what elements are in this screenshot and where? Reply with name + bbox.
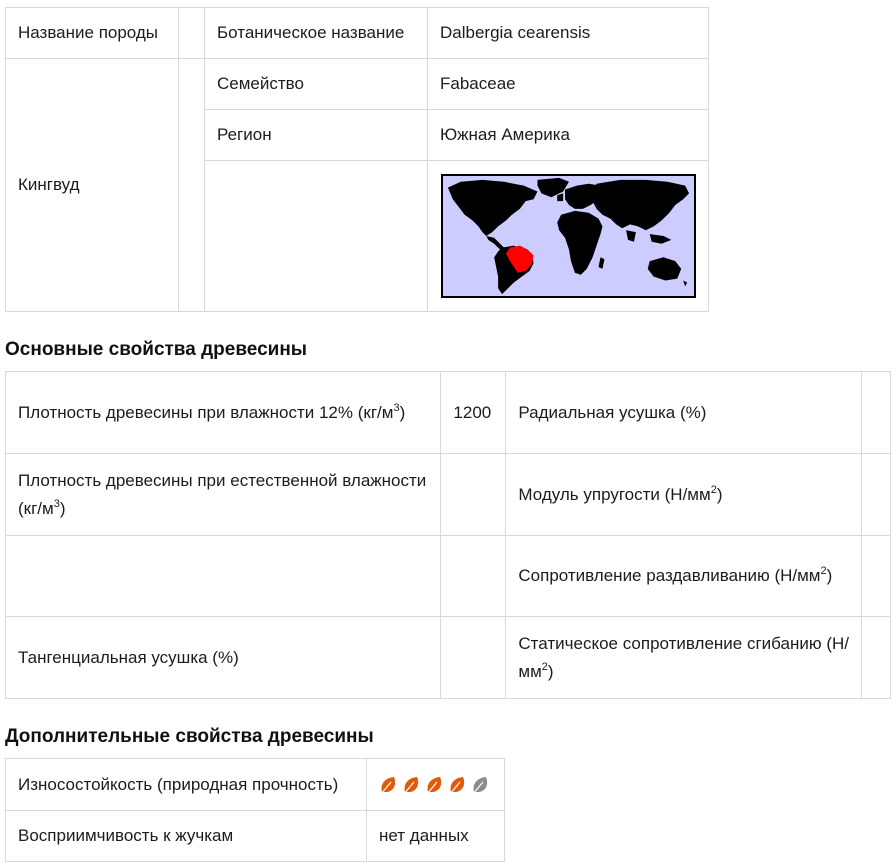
empty-cell: [205, 161, 428, 312]
bending-resistance-value: [861, 617, 890, 699]
tangential-shrinkage-label: Тангенциальная усушка (%): [6, 617, 441, 699]
empty-cell: [6, 536, 441, 617]
empty-cell: [441, 536, 506, 617]
family-value: Fabaceae: [428, 59, 709, 110]
radial-shrinkage-value: [861, 372, 890, 454]
region-map-cell: [428, 161, 709, 312]
extra-properties-heading: Дополнительные свойства древесины: [5, 726, 374, 747]
durability-label: Износостойкость (природная прочность): [6, 759, 367, 811]
main-properties-table: [5, 371, 891, 699]
empty-cell: [179, 59, 205, 312]
species-table: [5, 7, 709, 312]
species-name-value: Кингвуд: [6, 59, 179, 312]
bending-resistance-label: Статическое сопротивление сгибанию $(Н/мм^2)$: [506, 617, 862, 699]
insects-value: нет данных: [367, 811, 505, 862]
radial-shrinkage-label: Радиальная усушка (%): [506, 372, 862, 454]
density-12-value: 1200: [441, 372, 506, 454]
crush-resistance-value: [861, 536, 890, 617]
crush-resistance-label: Сопротивление раздавливанию $(Н/мм^2)$: [506, 536, 862, 617]
region-label: Регион: [205, 110, 428, 161]
leaf-icon: [379, 775, 400, 795]
world-map-icon: [441, 174, 696, 298]
density-12-label: Плотность древесины при влажности 12% $(кг/м^3)$: [6, 372, 441, 454]
botanical-name-label: Ботаническое название: [205, 8, 428, 59]
species-name-label: Название породы: [6, 8, 179, 59]
tangential-shrinkage-value: [441, 617, 506, 699]
extra-properties-table: [5, 758, 505, 862]
density-natural-value: [441, 454, 506, 536]
leaf-rating: [379, 775, 492, 795]
density-natural-label: Плотность древесины при естественной влажности $(кг/м^3)$: [6, 454, 441, 536]
botanical-name-value: Dalbergia cearensis: [428, 8, 709, 59]
empty-cell: [179, 8, 205, 59]
leaf-icon: [471, 775, 492, 795]
elastic-modulus-label: Модуль упругости $(Н/мм^2)$: [506, 454, 862, 536]
main-properties-heading: Основные свойства древесины: [5, 339, 308, 360]
insects-label: Восприимчивость к жучкам: [6, 811, 367, 862]
leaf-icon: [425, 775, 446, 795]
elastic-modulus-value: [861, 454, 890, 536]
leaf-icon: [448, 775, 469, 795]
region-value: Южная Америка: [428, 110, 709, 161]
family-label: Семейство: [205, 59, 428, 110]
leaf-icon: [402, 775, 423, 795]
durability-rating: [367, 759, 505, 811]
